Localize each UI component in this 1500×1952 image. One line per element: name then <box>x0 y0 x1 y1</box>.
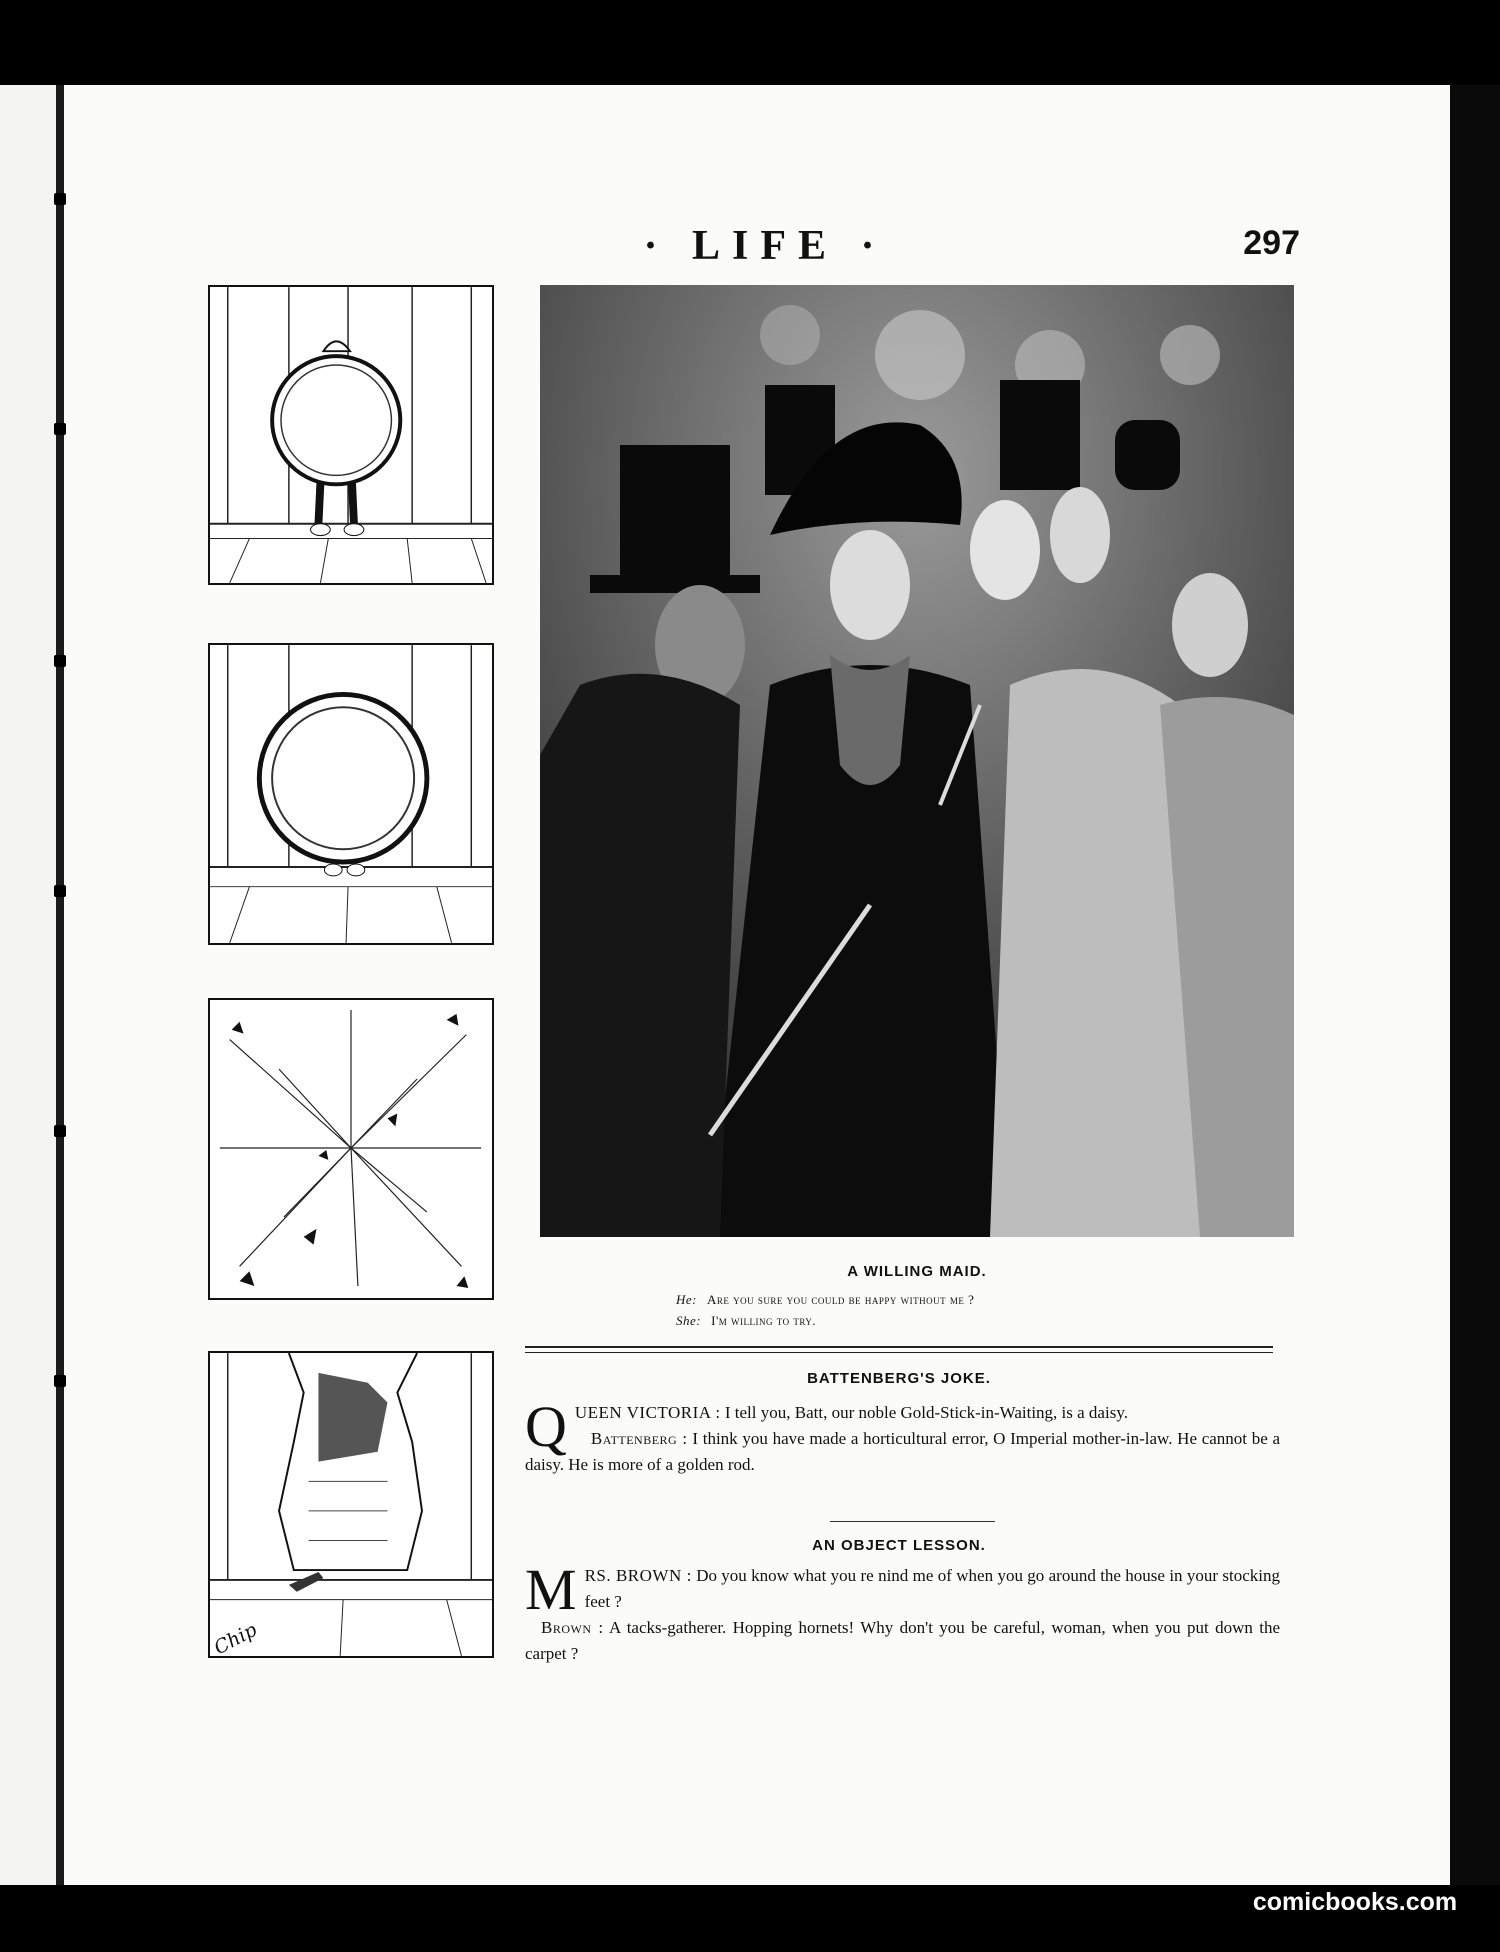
main-illustration <box>540 285 1294 1237</box>
brown-line: A tacks-gatherer. Hopping hornets! Why don't you be careful, woman, when you put down the carpet ? <box>525 1618 1280 1663</box>
section-divider <box>525 1346 1273 1353</box>
queen-victoria-line: I tell you, Batt, our noble Gold-Stick-in-Waiting, is a daisy. <box>724 1403 1128 1422</box>
shield-figure-drawing <box>210 287 492 583</box>
page-number: 297 <box>1243 224 1300 262</box>
broken-wall-drawing <box>210 1353 492 1656</box>
speaker-she: She: <box>676 1313 702 1328</box>
page-shadow <box>1450 85 1500 1885</box>
dialog-text-she: I'm willing to try. <box>711 1313 817 1328</box>
dropcap-q: Q <box>525 1394 567 1459</box>
dialog-text-he: Are you sure you could be happy without me ? <box>707 1292 975 1307</box>
dialog-line-he <box>676 1292 974 1308</box>
binding-stitch <box>54 193 66 205</box>
explosion-drawing <box>210 1000 492 1298</box>
binding-stitch <box>54 1375 66 1387</box>
site-watermark: comicbooks.com <box>1252 1888 1458 1916</box>
speaker-queen-victoria: UEEN VICTORIA : <box>574 1403 721 1422</box>
binding-stitch <box>54 655 66 667</box>
battenberg-line: I think you have made a horticultural error, O Imperial mother-in-law. He cannot be a daisy. He is more of a golden rod. <box>525 1429 1280 1474</box>
illustration-title: A WILLING MAID. <box>847 1263 987 1280</box>
magazine-title: · LIFE · <box>643 223 887 269</box>
comic-panel-3 <box>208 998 494 1300</box>
speaker-brown: Brown : <box>541 1618 604 1637</box>
dialog-line-she <box>676 1313 816 1329</box>
comic-panel-4 <box>208 1351 494 1658</box>
comic-panel-2 <box>208 643 494 945</box>
artist-signature: Chip <box>210 1618 261 1660</box>
speaker-mrs-brown: RS. BROWN : <box>584 1566 692 1585</box>
object-lesson-title: AN OBJECT LESSON. <box>812 1537 986 1554</box>
dropcap-m: M <box>525 1557 577 1622</box>
object-lesson-text <box>525 1557 1281 1667</box>
binding-stitch <box>54 885 66 897</box>
speaker-he: He: <box>676 1292 697 1307</box>
binding-stitch <box>54 423 66 435</box>
binding-stitch <box>54 1125 66 1137</box>
binding-spine <box>56 85 64 1885</box>
battenberg-title: BATTENBERG'S JOKE. <box>807 1370 991 1387</box>
comic-panel-1 <box>208 285 494 585</box>
round-shield-drawing <box>210 645 492 943</box>
speaker-battenberg: Battenberg : <box>590 1429 688 1448</box>
crowd-scene-drawing <box>540 285 1294 1237</box>
facing-page-edge <box>0 85 56 1885</box>
battenberg-text <box>525 1394 1280 1478</box>
short-divider <box>830 1521 995 1522</box>
mrs-brown-line: Do you know what you re nind me of when you go around the house in your stocking feet ? <box>584 1566 1281 1611</box>
